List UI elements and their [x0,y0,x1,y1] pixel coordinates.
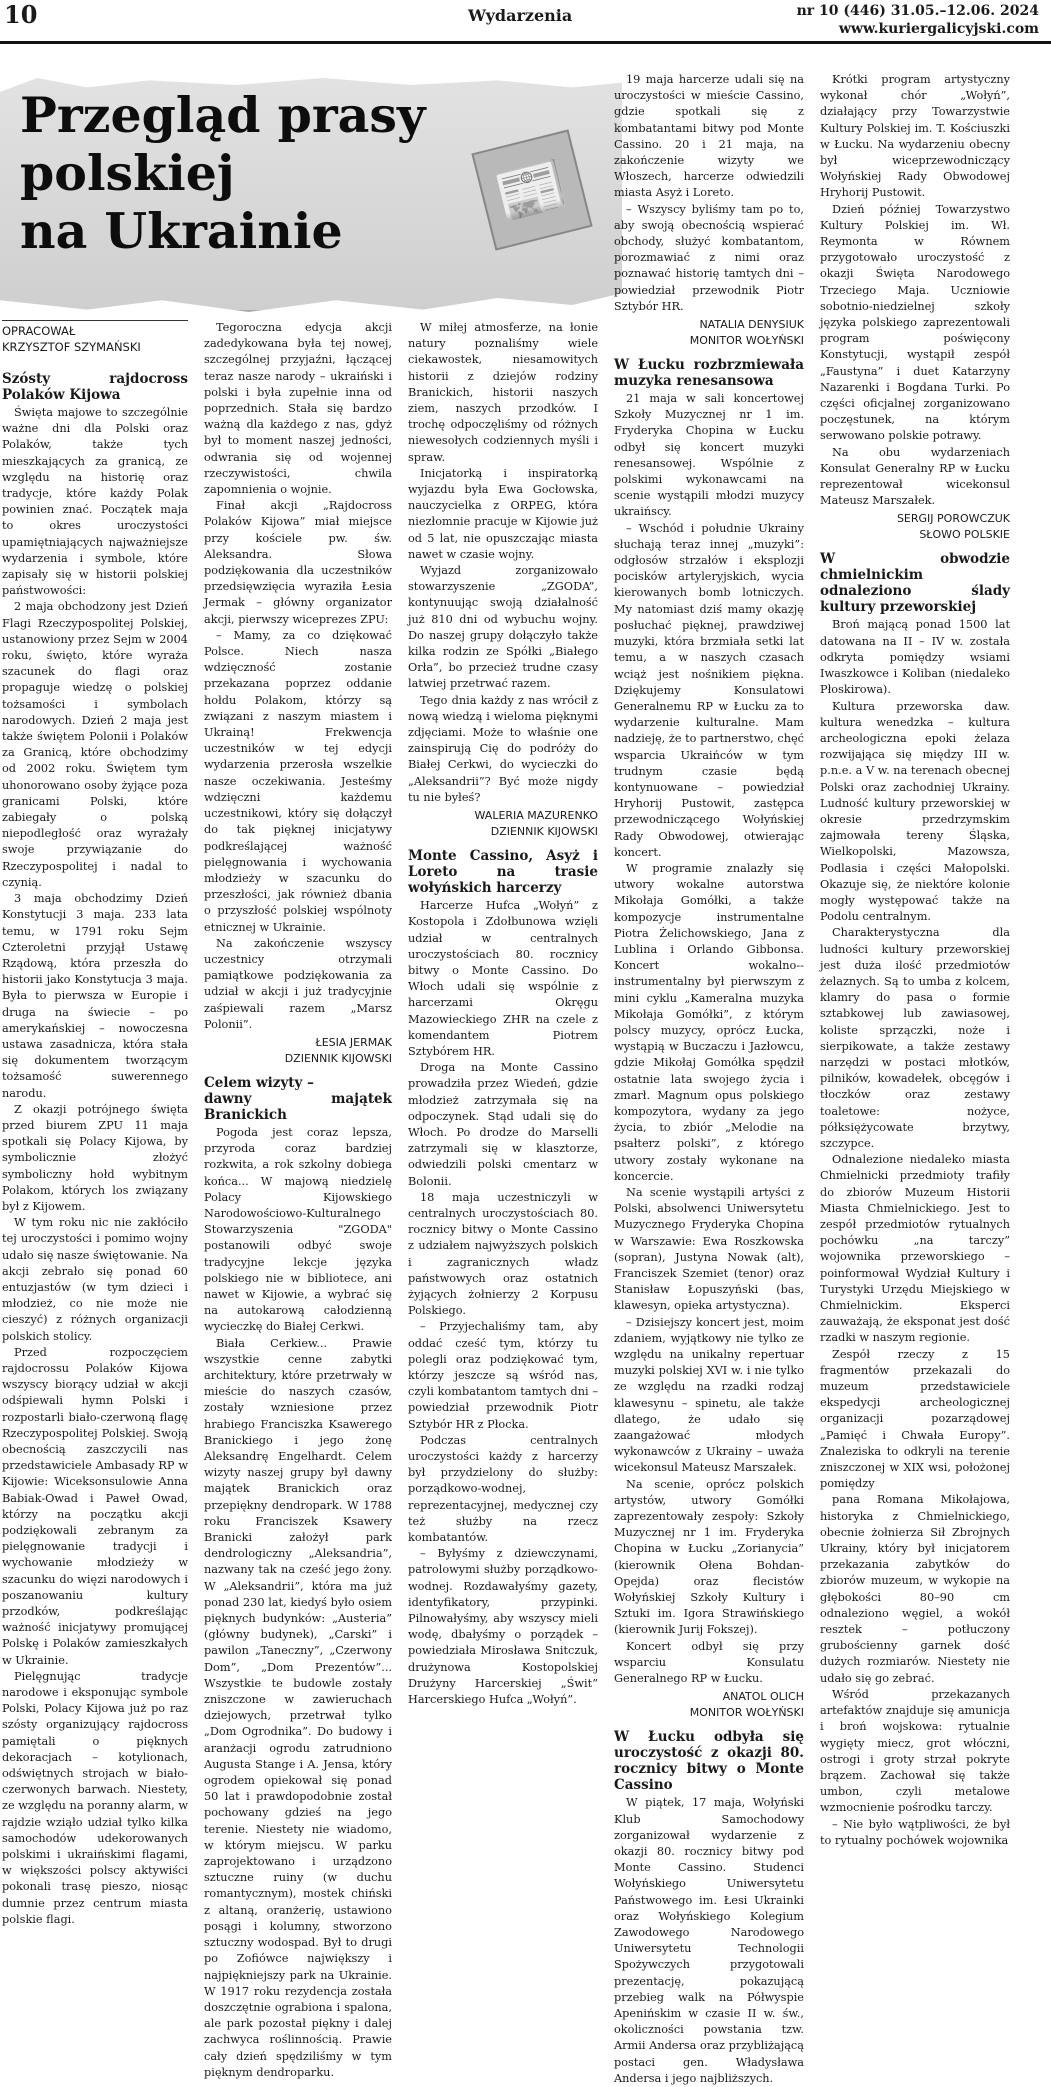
paragraph: Z okazji potrójnego święta przed biurem ZPU 11 maja spotkali się Polacy Kijowa, by symbolicznie złożyć symboliczny hołd wybitnym Polakom, których los związany był z Kijowem. [2,1102,188,1213]
paragraph: – Dzisiejszy koncert jest, moim zdaniem, wyjątkowy nie tylko ze względu na unikalny repertuar muzyki polskiej XVI w. i nie tylko ze względu na rzadki rodzaj klawesynu – spinetu, ale także dlatego, że udało się zaangażować młodych wykonawców z Ukrainy – uważa wicekonsul Mateusz Marszałek. [614,1315,804,1475]
article-5-headline: W Łucku odbyła się uroczystość z okazji 80. rocznicy bitwy o Monte Cassino [614,1729,804,1794]
signature-source: DZIENNIK KIJOWSKI [284,1051,392,1065]
paragraph: Na obu wydarzeniach Konsulat Generalny RP w Łucku reprezentował wicekonsul Mateusz Marszałek. [820,445,1010,508]
paragraph: Tego dnia każdy z nas wrócił z nową wiedzą i wieloma pięknymi zdjęciami. Może to właśnie one zainspirują Cię do podróży do Białej Cerkwi, do wycieczki do „Aleksandrii”? Być może nigdy tu nie byłeś? [408,693,598,804]
signature-source: DZIENNIK KIJOWSKI [490,825,598,839]
paragraph: Na scenie, oprócz polskich artystów, utwory Gomółki zaprezentowały zespoły: Szkoły Muzycznej nr 1 im. Fryderyka Chopina w Łucku „Zorianycia” (kierownik Ołena Bohdan-Opejda) oraz flecistów Wołyńskiej Szkoły Kultury i Sztuki im. Igora Strawińskiego (kierownik Jurij Fokszej). [614,1477,804,1637]
page-title-line-2: polskiej [20,144,235,202]
article-6-headline: W obwodzie chmielnickim odnaleziono ślady kultury przeworskiej [820,551,1010,616]
page-number: 10 [4,0,38,29]
article-2-signature [408,808,598,840]
paragraph: 2 maja obchodzony jest Dzień Flagi Rzeczypospolitej Polskiej, ustanowiony przez Sejm w 2004 roku, święto, które wyraża szacunek do flagi oraz propaguje wiedzę o polskiej tożsamości i symbolach narodowych. Dzień 2 maja jest także świętem Polonii i Polaków za Granicą, które obchodzimy od 2002 roku. Świętem tym uhonorowano osoby żyjące poza granicami Polski, które zabiegały o polską niepodległość oraz wyrażały swoje przywiązanie do Rzeczypospolitej i nadal to czynią. [2,600,188,889]
paragraph: Dzień później Towarzystwo Kultury Polskiej im. Wł. Reymonta w Równem przygotowało uroczystość z okazji Święta Narodowego Trzeciego Maja. Uczniowie sobotnio-niedzielnej szkoły języka polskiego zaprezentowali program poświęcony Konstytucji, wystąpił zespół „Faustyna” i duet Katarzyny Nazarenki i Bogdana Turki. Po części oficjalnej zorganizowano poczęstunek, na którym serwowano polskie potrawy. [820,202,1010,443]
paragraph: W piątek, 17 maja, Wołyński Klub Samochodowy zorganizował wydarzenie z okazji 80. rocznicy bitwy pod Monte Cassino. Studenci Wołyńskiego Uniwersytetu Państwowego im. Łesi Ukrainki oraz Wołyńskiego Kolegium Zawodowego Narodowego Uniwersytetu Technologii Spożywczych przygotowali prezentację, pokazującą przebieg walk na Półwyspie Apenińskim w czasie II w. św., okoliczności powstania tzw. Armii Andersa oraz przybliżającą postaci gen. Władysława Andersa i jego najbliższych. [614,1796,804,2085]
paragraph: Na zakończenie wszyscy uczestnicy otrzymali pamiątkowe podziękowania za udział w akcji i już tradycyjnie zaśpiewali razem „Marsz Polonii”. [204,936,392,1031]
paragraph: – Byłyśmy z dziewczynami, patrolowymi służby porządkowo-wodnej. Rozdawałyśmy gazety, identyfikatory, przypinki. Pilnowałyśmy, aby wszyscy mieli wodę, dbałyśmy o porządek – powiedziała Mirosława Snitczuk, drużynowa Kostopolskiej Drużyny Harcerskiej „Świt” Harcerskiego Hufca „Wołyń”. [408,1547,598,1707]
column-4 [614,72,804,2085]
column-1 [2,320,188,1926]
paragraph: Wyjazd zorganizowało stowarzyszenie „ZGODA”, kontynuując swoją działalność już 810 dni od wybuchu wojny. Do naszej grupy dołączyło także kilka rodzin ze Spółki „Białego Orła”, bo przecież trudne czasy latwiej przetrwać razem. [408,564,598,691]
paragraph: W miłej atmosferze, na łonie natury poznaliśmy wiele ciekawostek, niesamowitych historii z dziejów rodziny Branickich, historii naszych ziem, naszych przodków. I trochę odpoczęliśmy od różnych niewesołych codziennych myśli i spraw. [408,321,598,464]
paragraph: Tegoroczna edycja akcji zadedykowana była tej nowej, szczególnej przyjaźni, łączącej teraz nasze narody – ukraiński i polski i była zupełnie inna od poprzednich. Stała się bardzo ważną dla każdego z nas, gdyż był to moment naszej jedności, odwrania się od wojennej rzeczywistości, chwila zapomnienia o wojnie. [204,321,392,497]
signature-source: SŁOWO POLSKIE [919,528,1010,542]
signature-author: WALERIA MAZURENKO [474,809,598,823]
signature-source: MONITOR WOŁYŃSKI [689,1706,804,1720]
column-5 [820,72,1010,1847]
article-3-signature [614,317,804,349]
article-3-headline: Monte Cassino, Asyż i Loreto na trasie wołyńskich harcerzy [408,848,598,897]
author-label: OPRACOWAŁ [2,324,76,338]
website-link[interactable]: www.kuriergalicyjski.com [838,21,1039,37]
paragraph: Odnalezione niedaleko miasta Chmielnicki przedmioty trafiły do zbiorów Muzeum Historii Miasta Chmielnickiego. Jest to zespół przedmiotów rytualnych pochówku „na tarczy” wojownika przeworskiego – poinformował Wydział Kultury i Turystyki Urzędu Miejskiego w Chmielnickim. Eksperci zauważają, że eksponat jest dość rzadki w naszym regionie. [820,1153,1010,1345]
article-4-signature [614,1689,804,1721]
paragraph: Inicjatorką i inspiratorką wyjazdu była Ewa Gocłowska, nauczycielka z ORPEG, która niezłomnie pracuje w Kijowie już od 5 lat, nie opuszczając miasta nawet w czasie wojny. [408,466,598,561]
paragraph: Zespół rzeczy z 15 fragmentów przekazali do muzeum przedstawiciele ekspedycji archeologicznej organizacji pozarządowej „Pamięć i Chwała Europy”. Znaleziska to odkryli na terenie zniszczonej w XIX wsi, położonej pomiędzy [820,1347,1010,1491]
paragraph: Podczas centralnych uroczystości każdy z harcerzy był przydzielony do służby: porządkowo-wodnej, reprezentacyjnej, medycznej czy też służby na rzecz kombatantów. [408,1433,598,1545]
paragraph: 18 maja uczestniczyli w centralnych uroczystościach 80. rocznicy bitwy o Monte Cassino z udziałem najwyższych polskich i zagranicznych władz państwowych oraz ostatnich żyjących żołnierzy 2 Korpusu Polskiego. [408,1190,598,1318]
signature-author: ŁESIA JERMAK [315,1035,392,1049]
newspaper-icon: 📰 [471,129,592,250]
paragraph: Pielęgnując tradycje narodowe i eksponując symbole Polski, Polacy Kijowa już po raz szósty organizujący rajdocross pamiętali o pięknych dekoracjach – kotylionach, odświętnych strojach w biało-czerwonych barwach. Niestety, ze względu na poranny alarm, w rajdzie wziąło udział tylko kilka samochodów udekorowanych polskimi i ukraińskimi flagami, w większości polscy aktywiści pokonali trasę pieszo, niosąc dumnie przez centrum miasta polskie flagi. [2,1669,188,1926]
paragraph: – Przyjechaliśmy tam, aby oddać cześć tym, którzy tu polegli oraz podziękować tym, którzy jeszcze są wśród nas, czyli kombatantom tamtych dni – powiedział przewodnik Piotr Sztybór HR z Płocka. [408,1320,598,1431]
paragraph: Święta majowe to szczególnie ważne dni dla Polski oraz Polaków, także tych mieszkających za granicą, ze względu na historię oraz tradycje, które każdy Polak powinien znać. Początek maja to okres uroczystości upamiętniających najważniejsze wydarzenia i symbole, które zapisały się w historii polskiej państwowości: [2,406,188,598]
signature-author: ANATOL OLICH [722,1690,804,1704]
paragraph: Krótki program artystyczny wykonał chór „Wołyń”, działający przy Towarzystwie Kultury Polskiej im. T. Kościuszki w Łucku. Na wydarzeniu obecny był wiceprzewodniczący Wołyńskiej Rady Obwodowej Hryhorij Pustowit. [820,73,1010,200]
issue-info [797,2,1039,38]
paragraph: Kultura przeworska daw. kultura wenedzka – kultura archeologiczna epoki żelaza rozwijająca się między III w. p.n.e. a V w. na terenach obecnej Polski oraz zachodniej Ukrainy. Ludność kultury przeworskiej w okresie przedrzymskim zajmowała tereny Śląska, Wielkopolski, Mazowsza, Podlasia i części Małopolski. Okazuje się, że niektóre kolonie mogły występować także na Podolu centralnym. [820,699,1010,924]
paragraph: – Wszyscy byliśmy tam po to, aby swoją obecnością wspierać obchody, służyć kombatantom, porozmawiać z nimi oraz poznawać historię tamtych dni – powiedział przewodnik Piotr Sztybór HR. [614,202,804,313]
article-1-headline: Szósty rajdocross Polaków Kijowa [2,371,188,403]
paragraph: Charakterystyczna dla ludności kultury przeworskiej jest duża ilość przedmiotów żelaznych. Są to umba z kolcem, klamry do pasa o formie sztabkowej lub zawiasowej, koliste sprzączki, noże i sierpikowate, a także zestawy narzędzi w postaci młotków, pilników, kowadełek, obcęgów i tłoczków oraz zestawy toaletowe: nożyce, półksiężycowate brzytwy, szczypce. [820,926,1010,1150]
page-title-line-3: na Ukrainie [20,202,343,260]
paragraph: W programie znalazły się utwory wokalne autorstwa Mikołaja Gomółki, a także kompozycje instrumentalne Piotra Żelichowskiego, Jana z Lublina i Orlando Gibbonsa. Koncert wokalno--instrumentalny był pierwszym z mini cyklu „Kameralna muzyka Mikołaja Gomółki”, z którym polscy muzycy, oprócz Łucka, wystąpią w Buczaczu i Jazłowcu, gdzie Mikołaj Gomółka spędził ostatnie lata swojego życia i zmarł. Magnum opus polskiego kompozytora, wydany za jego życia, to zbiór „Melodie na psałterz polski”, z którego utwory zostały wykonane na koncercie. [614,861,804,1183]
paragraph: 3 maja obchodzimy Dzień Konstytucji 3 maja. 233 lata temu, w 1791 roku Sejm Czteroletni przyjął Ustawę Rządową, która przeszła do historii jako Konstytucja 3 maja. Była to pierwsza w Europie i druga na świecie – po amerykańskiej – nowoczesna ustawa zasadnicza, która stała się dokumentem tworzącym tożsamość suwerennego narodu. [2,892,188,1100]
signature-source: MONITOR WOŁYŃSKI [689,334,804,348]
signature-author: SERGIJ POROWCZUK [896,512,1010,526]
article-4-headline: W Łucku rozbrzmiewała muzyka renesansowa [614,357,804,390]
article-1-signature [204,1035,392,1067]
headline-line-1: Celem wizyty – [204,1074,314,1091]
paragraph: 21 maja w sali koncertowej Szkoły Muzycznej nr 1 im. Fryderyka Chopina w Łucku odbył się koncert muzyki renesansowej. Wspólnie z polskimi wykonawcami na scenie wystąpili młodzi muzycy ukraińscy. [614,392,804,519]
paragraph: Na scenie wystąpili artyści z Polski, absolwenci Uniwersytetu Muzycznego Fryderyka Chopina w Warszawie: Ewa Roszkowska (sopran), Justyna Nowak (alt), Franciszek Szemiet (tenor) oraz Stanisław Łopuszyński (bas, klawesyn, opieka artystyczna). [614,1186,804,1313]
author-name: KRZYSZTOF SZYMAŃSKI [2,340,141,354]
page-title [20,86,440,260]
paragraph: – Mamy, za co dziękować Polsce. Niech nasza wdzięczność zostanie przekazana poprzez oddanie hołdu Polakom, którzy są związani z naszym miastem i Ukrainą! Frekwencja uczestników w tej edycji wydarzenia przerosła wszelkie nasze oczekiwania. Jesteśmy wdzięczni każdemu uczestnikowi, który się dołączył do tak pięknej inicjatywy podkreślającej ważność pielęgnowania i wychowania młodzieży w szacunku do przeszłości, jak również dbania o przyszłość polskiej wspólnoty etnicznej w Ukrainie. [204,628,392,934]
paragraph: Finał akcji „Rajdocross Polaków Kijowa” miał miejsce przy kościele pw. św. Aleksandra. Słowa podziękowania dla uczestników przedsięwzięcia wyraziła Łesia Jermak – główny organizator akcji, pierwszy wiceprezes ZPU: [204,499,392,626]
paragraph: 19 maja harcerze udali się na uroczystości w mieście Cassino, gdzie spotkali się z kombatantami bitwy pod Monte Cassino. 20 i 21 maja, na zakończenie wizyty we Włoszech, harcerze odwiedzili miasta Asyż i Loreto. [614,73,804,200]
paragraph: pana Romana Mikołajowa, historyka z Chmielnickiego, obecnie żołnierza Sił Zbrojnych Ukrainy, który był inicjatorem przekazania zabytków do zbiorów muzeum, w wykopie na głębokości 80–90 cm odnaleziono węgiel, a wokół resztek – potłuczony grubościenny garnek dość dużych rozmiarów. Niestety nie udało się go zebrać. [820,1493,1010,1685]
paragraph: Biała Cerkiew... Prawie wszystkie cenne zabytki architektury, które przetrwały w mieście do naszych czasów, zostały wzniesione przez hrabiego Franciszka Ksawerego Branickiego i jego żonę Aleksandrę Engelhardt. Celem wizyty naszej grupy był dawny majątek Branickich oraz przepiękny dendropark. W 1788 roku Franciszek Ksawery Branicki założył park dendrologiczny „Aleksandria”, nazwany tak na cześć jego żony. W „Aleksandrii”, która ma już ponad 230 lat, kiedyś było osiem pięknych budynków: „Austeria” (główny budynek), „Carski” i pawilon „Taneczny”, „Czerwony Dom”, „Dom Prezentów”... Wszystkie te budowle zostały zniszczone w zawieruchach dziejowych, przetrwał tylko „Dom Ogrodnika”. Do budowy i aranżacji ogrodu zatrudniono Augusta Stange i A. Jensa, który ogrodem opiekował się ponad 50 lat i prawdopodobnie został pochowany gdzieś na jego terenie. Niestety nie wiadomo, w którym miejscu. W parku zaprojektowano i urządzono sztuczne ruiny (w duchu romantycznym), mostek chiński z altaną, oranżerię, ustawiono posągi i kolumny, stworzono sztuczny wodospad. Był to drugi po Zofiówce największy i najpiękniejszy park na Ukrainie. W 1917 roku rezydencja została doszczętnie ograbiona i spalona, ale park pozostał piękny i dalej zachwyca roślinnością. Prawie cały dzień spędziliśmy w tym pięknym dendroparku. [204,1336,392,2079]
paragraph: Harcerze Hufca „Wołyń” z Kostopola i Zdołbunowa wzięli udział w centralnych uroczystościach 80. rocznicy bitwy o Monte Cassino. Do Włoch udali się wspólnie z harcerzami Okręgu Mazowieckiego ZHR na czele z komendantem Piotrem Sztybórem HR. [408,899,598,1058]
column-3 [408,320,598,1707]
paragraph: Wśród przekazanych artefaktów znajduje się amunicja i broń wojskowa: rytualnie wygięty miecz, grot włóczni, ostrogi i groty strzał pokryte brązem. Zachował się także umbon, czyli metalowe wzmocnienie pośrodku tarczy. [820,1687,1010,1815]
column-2 [204,320,392,2079]
paragraph: Koncert odbył się przy wsparciu Konsulatu Generalnego RP w Łucku. [614,1639,804,1686]
paragraph: Broń mającą ponad 1500 lat datowana na II – IV w. została odkryta pomiędzy wsiami Iwaszkowce i Koliban (niedaleko Płoskirowa). [820,618,1010,697]
paragraph: Przed rozpoczęciem rajdocrossu Polaków Kijowa wszyscy biorący udział w akcji odśpiewali hymn Polski i rozpostarli biało-czerwoną flagę Rzeczypospolitej Polskiej. Swoją obecnością zaszczycili nas przedstawiciele Ambasady RP w Kijowie: Wiceksonsulowie Anna Babiak-Owad i Paweł Owad, którzy na początku akcji podziękowali zebranym za pielęgnowanie tradycji i wychowanie młodzieży w szacunku do więzi narodowych i poszanowaniu kultury przodków, podkreślając ważność inicjatywy promującej Polskę i Polaków zamieszkałych w Ukrainie. [2,1345,188,1667]
page-title-line-1: Przegląd prasy [20,86,426,144]
paragraph: – Nie było wątpliwości, że był to rytualny pochówek wojownika [820,1817,1010,1847]
issue-number: nr 10 (446) 31.05.–12.06. 2024 [796,3,1039,19]
article-5-signature [820,511,1010,543]
author-byline [2,320,188,355]
header-divider [0,41,1051,44]
section-title: Wydarzenia [468,6,573,25]
signature-author: NATALIA DENYSIUK [699,318,804,332]
paragraph: Pogoda jest coraz lepsza, przyroda coraz bardziej rozkwita, a rok szkolny dobiega końca... W majową niedzielę Polacy Kijowskiego Narodowościowo-Kulturalnego Stowarzyszenia "ZGODA" postanowili odbyć swoje tradycyjne lekcje języka polskiego nie w bibliotece, ani nawet w Kijowie, a wybrać się na autokarową całodzienną wycieczkę do Białej Cerkwi. [204,1125,392,1334]
headline-line-2: dawny majątek Branickich [204,1090,392,1123]
article-2-headline [204,1075,392,1123]
paragraph: Droga na Monte Cassino prowadziła przez Wiedeń, gdzie młodzież zatrzymała się na odpoczynek. Stąd udali się do Włoch. Po drodze do Marselli zatrzymali się w klasztorze, odwiedzili polski cmentarz w Bolonii. [408,1061,598,1188]
paragraph: W tym roku nic nie zakłóciło tej uroczystości i pomimo wojny udało się nasze świętowanie. Na akcji zebrało się ponad 60 entuzjastów (w tym dzieci i młodzież, co nie może nie cieszyć) z różnych organizacji polskich stolicy. [2,1216,188,1343]
paragraph: – Wschód i południe Ukrainy słuchają teraz innej „muzyki”: odgłosów strzałów i eksplozji pocisków artyleryjskich, wycia kierowanych bomb lotniczych. My natomiast dziś mamy okazję posłuchać pięknej, prawdziwej muzyki, która brzmiała setki lat temu, a w naszych czasach wciąż jest nośnikiem piękna. Dziękujemy Konsulatowi Generalnemu RP w Łucku za to wydarzenie kulturalne. Mam nadzieję, że to partnerstwo, chęć wsparcia Ukraińców w tym trudnym czasie będą kontynuowane – powiedział Hryhorij Pustowit, zastępca przewodniczącego Wołyńskiej Rady Obwodowej, otwierając koncert. [614,521,804,859]
